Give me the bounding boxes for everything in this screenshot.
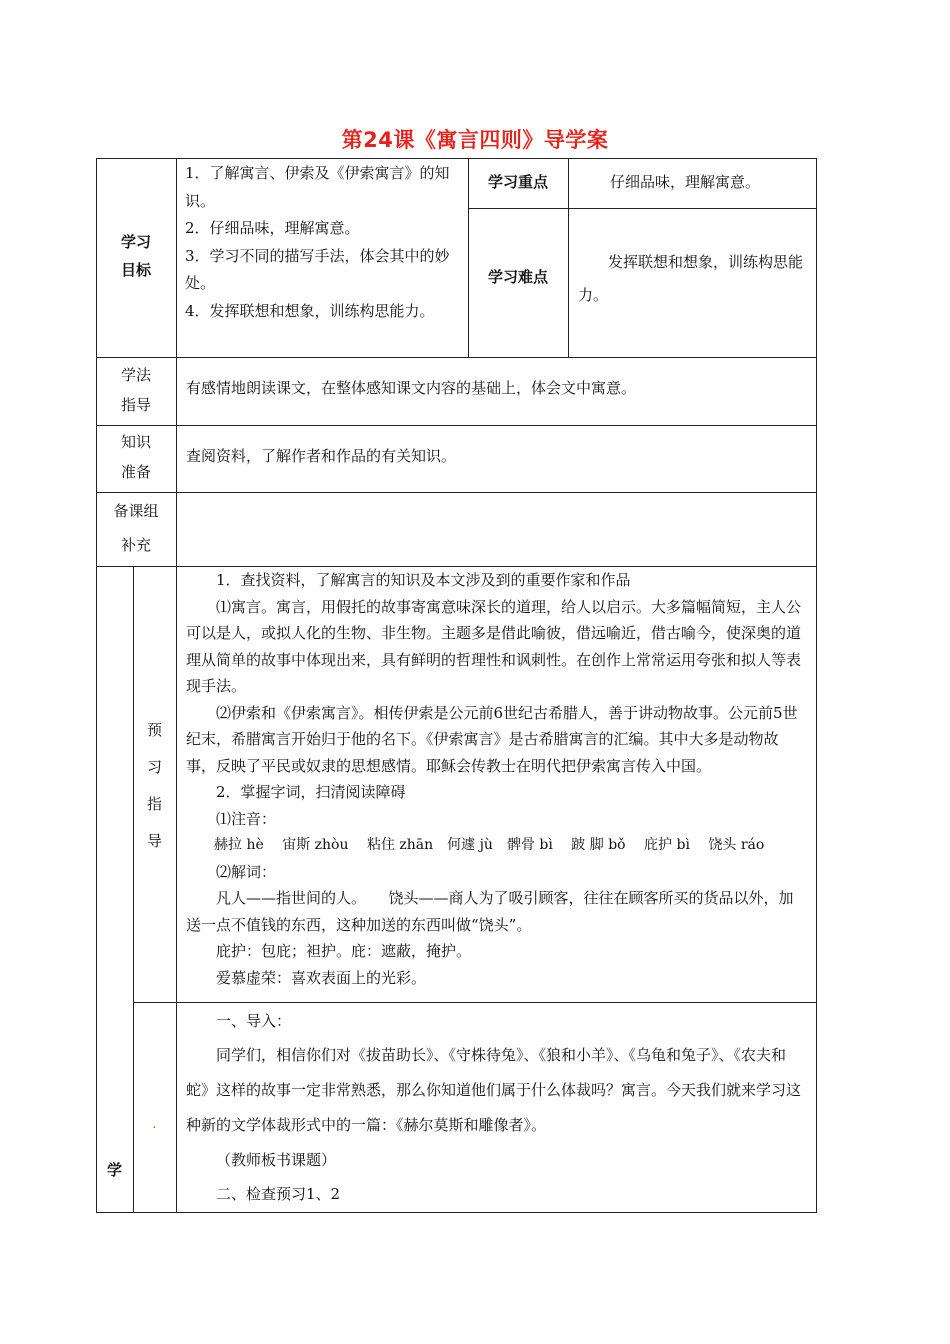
preview-p6: ⑵解词：	[216, 862, 277, 881]
preview-p9: 爱慕虚荣：喜欢表面上的光彩。	[216, 968, 427, 987]
learning-l4: 二、检查预习1、2	[216, 1185, 341, 1203]
learning-inner-mark: .	[152, 1116, 157, 1132]
difficulty-text: 发挥联想和想象，训练构思能力。	[578, 253, 804, 304]
learning-content	[186, 1004, 808, 1211]
objectives-label-text: 学习 目标	[120, 233, 151, 279]
page-title: 第24课《寓言四则》导学案	[341, 128, 609, 152]
supplement-label-2: 补充	[120, 536, 151, 554]
learning-outer-label: 学	[106, 1161, 122, 1179]
preview-p4: 2．掌握字词，扫清阅读障碍	[216, 783, 406, 801]
preview-p1: 1．查找资料，了解寓言的知识及本文涉及到的重要作家和作品	[216, 571, 631, 589]
supplement-label-1: 备课组	[113, 502, 159, 520]
preview-p5: ⑴注音：	[216, 809, 277, 828]
preview-content	[186, 567, 808, 991]
difficulty-label: 学习难点	[487, 268, 548, 286]
objective-item: 1．了解寓言、伊索及《伊索寓言》的知识。	[185, 164, 450, 210]
preview-label-char: 导	[146, 832, 162, 850]
method-label-2: 指导	[120, 396, 151, 414]
method-label	[96, 360, 176, 420]
knowledge-label-2: 准备	[120, 463, 151, 481]
learning-l3: （教师板书课题）	[216, 1151, 337, 1169]
preview-p3: ⑵伊索和《伊索寓言》。相传伊索是公元前6世纪古希腊人，善于讲动物故事。公元前5世纪末，希腊寓言开始归于他的名下。《伊索寓言》是古希腊寓言的汇编。其中大多是动物故事，反映了平民或奴隶的思想感情。耶稣会传教士在明代把伊索寓言传入中国。	[186, 703, 798, 775]
learning-l1: 一、导入：	[216, 1012, 292, 1030]
method-text: 有感情地朗读课文，在整体感知课文内容的基础上，体会文中寓意。	[186, 379, 637, 397]
preview-phonetics: 赫拉 hè 宙斯 zhòu 粘住 zhān 何遽 jù 髀骨 bì 跛 脚 bǒ 庇护 bì 饶头 ráo	[214, 837, 765, 853]
key-point-text: 仔细品味，理解寓意。	[610, 173, 761, 191]
objective-item: 3．学习不同的描写手法，体会其中的妙处。	[185, 246, 450, 292]
objectives-label	[96, 228, 176, 284]
knowledge-text: 查阅资料，了解作者和作品的有关知识。	[186, 447, 457, 465]
preview-label-char: 指	[146, 795, 162, 813]
preview-p8: 庇护：包庇；袒护。庇：遮蔽，掩护。	[216, 942, 472, 960]
objectives-list	[185, 160, 463, 325]
key-point-label: 学习重点	[487, 173, 548, 191]
preview-label-char: 预	[146, 721, 162, 739]
objective-item: 4．发挥联想和想象，训练构思能力。	[185, 301, 435, 320]
preview-p2: ⑴寓言。寓言，用假托的故事寄寓意味深长的道理，给人以启示。大多篇幅简短，主人公可以是人，或拟人化的生物、非生物。主题多是借此喻彼，借远喻近，借古喻今，使深奥的道理从简单的故事中体现出来，具有鲜明的哲理性和讽刺性。在创作上常常运用夸张和拟人等表现手法。	[186, 597, 802, 695]
learning-l2: 同学们，相信你们对《拔苗助长》、《守株待兔》、《狼和小羊》、《乌龟和兔子》、《农夫和蛇》这样的故事一定非常熟悉，那么你知道他们属于什么体裁吗？寓言。今天我们就来学习这种新的文学体裁形式中的一篇：《赫尔莫斯和雕像者》。	[186, 1046, 802, 1134]
objective-item: 2．仔细品味，理解寓意。	[185, 219, 360, 237]
method-label-1: 学法	[120, 366, 151, 384]
knowledge-label-1: 知识	[120, 433, 151, 451]
knowledge-label	[96, 427, 176, 487]
preview-label-char: 习	[146, 758, 162, 776]
preview-label	[133, 712, 176, 860]
preview-p7: 凡人——指世间的人。 饶头——商人为了吸引顾客，往往在顾客所买的货品以外，加送一点不值钱的东西，这种加送的东西叫做“饶头”。	[186, 889, 794, 934]
supplement-label	[96, 494, 176, 562]
